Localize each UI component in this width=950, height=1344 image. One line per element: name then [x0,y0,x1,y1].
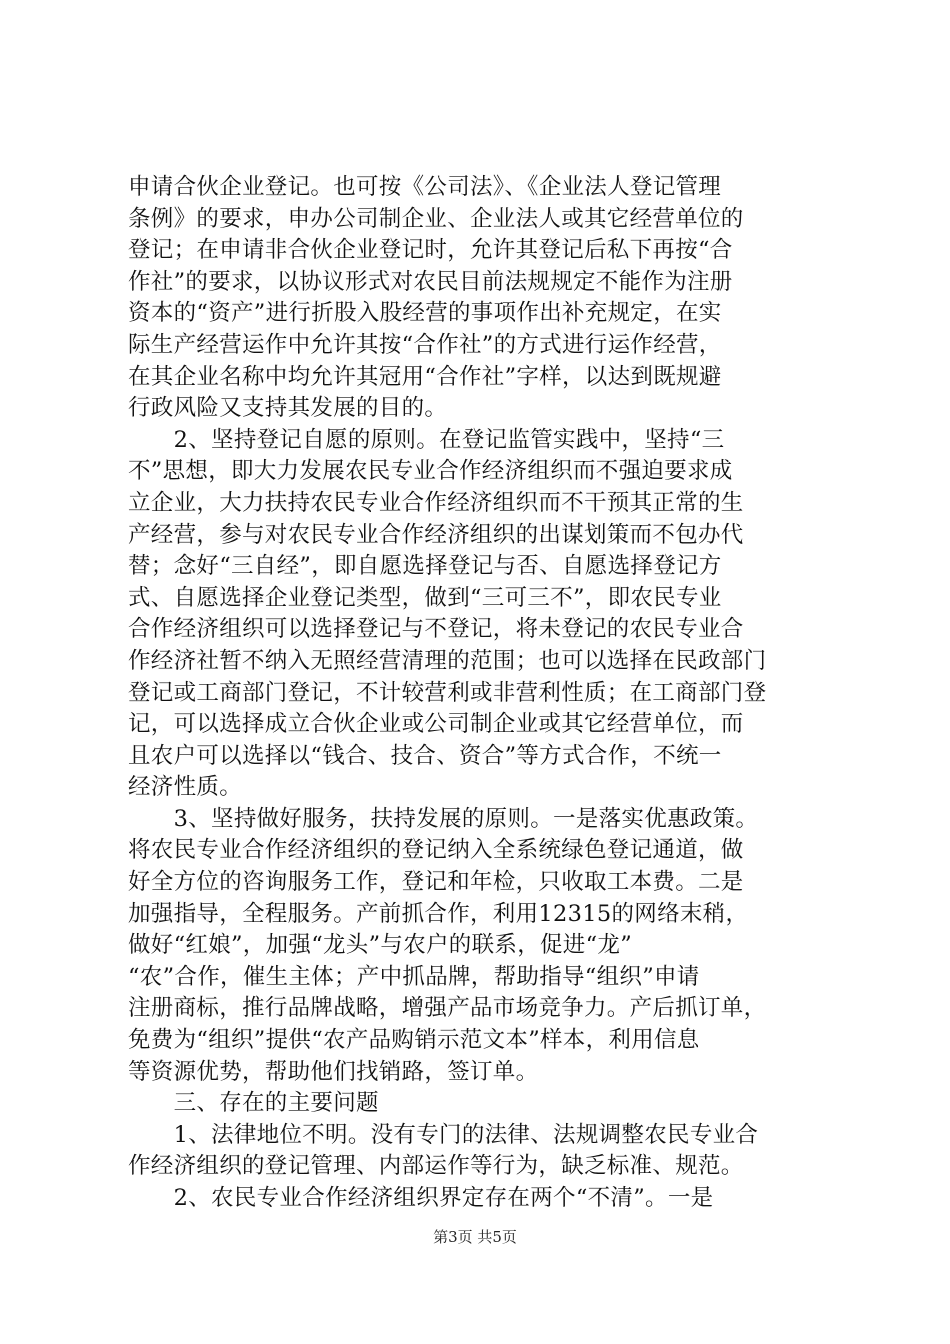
text-line: 行政风险又支持其发展的目的。 [128,395,448,422]
text-line: 作经济社暂不纳入无照经营清理的范围；也可以选择在民政部门 [128,647,767,674]
text-line: 且农户可以选择以“钱合、技合、资合”等方式合作，不统一 [128,742,722,769]
text-line: 资本的“资产”进行折股入股经营的事项作出补充规定，在实 [128,300,722,327]
text-line: 替；念好“三自经”，即自愿选择登记与否、自愿选择登记方 [128,553,722,580]
text-line: 登记；在申请非合伙企业登记时，允许其登记后私下再按“合 [128,237,733,264]
text-line: 立企业，大力扶持农民专业合作经济组织而不干预其正常的生 [128,489,744,516]
text-line: 经济性质。 [128,774,243,801]
text-line: 2、坚持登记自愿的原则。在登记监管实践中，坚持“三 [128,426,725,453]
text-line: 式、自愿选择企业登记类型，做到“三可三不”，即农民专业 [128,584,722,611]
text-line: 加强指导，全程服务。产前抓合作，利用12315的网络末稍， [128,900,749,927]
text-line: 不”思想，即大力发展农民专业合作经济组织而不强迫要求成 [128,458,733,485]
text-line: 做好“红娘”，加强“龙头”与农户的联系，促进“龙” [128,932,633,959]
text-line: “农”合作，催生主体；产中抓品牌，帮助指导“组织”申请 [128,963,700,990]
text-line: 合作经济组织可以选择登记与不登记，将未登记的农民专业合 [128,616,744,643]
text-line: 等资源优势，帮助他们找销路，签订单。 [128,1058,539,1085]
text-line: 注册商标，推行品牌战略，增强产品市场竞争力。产后抓订单， [128,995,767,1022]
text-line: 条例》的要求，申办公司制企业、企业法人或其它经营单位的 [128,205,744,232]
text-line: 产经营，参与对农民专业合作经济组织的出谋划策而不包办代 [128,521,744,548]
text-line: 2、农民专业合作经济组织界定存在两个“不清”。一是 [128,1185,714,1211]
text-line: 登记或工商部门登记，不计较营利或非营利性质；在工商部门登 [128,679,767,706]
text-line: 际生产经营运作中允许其按“合作社”的方式进行运作经营， [128,331,722,358]
document-body [128,172,843,1215]
text-line: 1、法律地位不明。没有专门的法律、法规调整农民专业合 [128,1121,759,1148]
text-line: 三、存在的主要问题 [128,1090,379,1117]
text-line: 作社”的要求，以协议形式对农民目前法规规定不能作为注册 [128,268,733,295]
text-line: 将农民专业合作经济组织的登记纳入全系统绿色登记通道，做 [128,837,744,864]
text-line: 申请合伙企业登记。也可按《公司法》、《企业法人登记管理 [128,174,722,200]
text-line: 记，可以选择成立合伙企业或公司制企业或其它经营单位，而 [128,711,744,738]
page-footer: 第3页 共5页 [433,1228,517,1246]
text-line: 3、坚持做好服务，扶持发展的原则。一是落实优惠政策。 [128,805,759,832]
text-line: 在其企业名称中均允许其冠用“合作社”字样，以达到既规避 [128,363,722,390]
text-line: 免费为“组织”提供“农产品购销示范文本”样本，利用信息 [128,1027,700,1054]
text-line: 作经济组织的登记管理、内部运作等行为，缺乏标准、规范。 [128,1153,744,1180]
text-line: 好全方位的咨询服务工作，登记和年检，只收取工本费。二是 [128,869,744,896]
